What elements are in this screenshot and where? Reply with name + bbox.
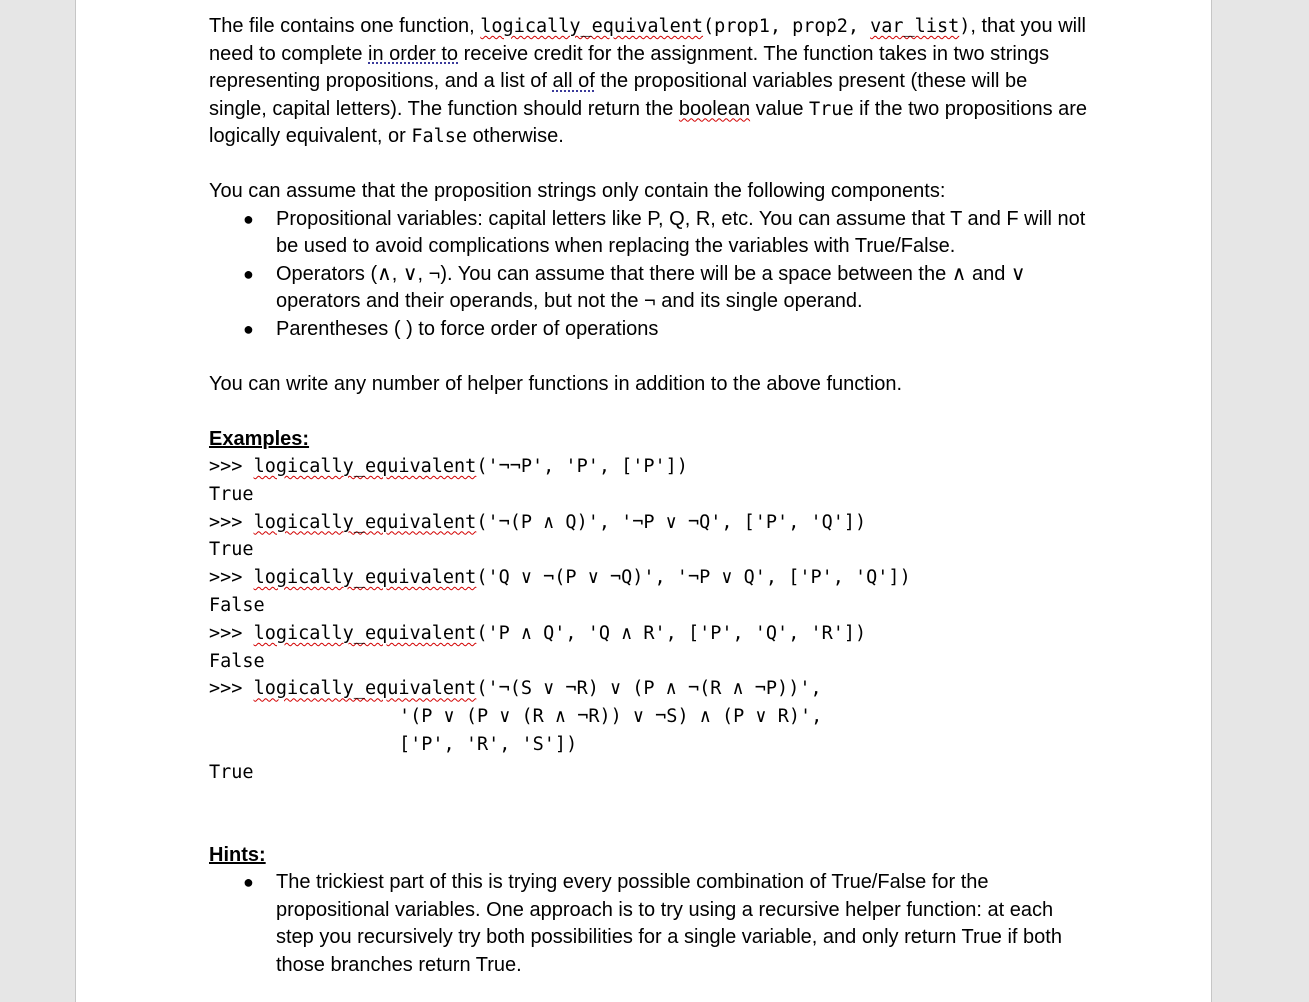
example-function-name: logically_equivalent — [253, 511, 477, 533]
example-args: ('¬(P ∧ Q)', '¬P ∨ ¬Q', ['P', 'Q']) — [476, 511, 867, 533]
example-function-name: logically_equivalent — [253, 567, 477, 589]
components-lead: You can assume that the proposition strings only contain the following components: — [209, 180, 946, 202]
list-item — [209, 206, 1089, 261]
intro-text: receive credit for the assignment. The function takes in two strings representing propositions, and a list of — [209, 42, 1050, 92]
intro-text: The file contains one function, — [209, 15, 481, 37]
hints-heading: Hints: — [209, 843, 266, 866]
spelling-flag-boolean: boolean — [678, 97, 751, 120]
document-body — [209, 13, 1089, 979]
list-item-text: Parentheses ( ) to force order of operations — [276, 317, 659, 340]
repl-prompt: >>> — [209, 456, 254, 477]
intro-text: otherwise. — [467, 125, 564, 147]
example-args: ('P ∧ Q', 'Q ∧ R', ['P', 'Q', 'R']) — [476, 622, 867, 644]
function-args: (prop1, prop2, — [703, 16, 871, 37]
intro-text: if the two propositions are logically equivalent, or — [209, 97, 1088, 147]
hints-list — [209, 869, 1089, 979]
example-args: ('Q ∨ ¬(P ∨ ¬Q)', '¬P ∨ Q', ['P', 'Q']) — [476, 567, 911, 589]
example-function-name: logically_equivalent — [253, 622, 477, 644]
bullet-icon: ● — [243, 208, 254, 229]
blank-line — [209, 787, 1089, 815]
intro-paragraph — [209, 13, 1089, 151]
list-item-text: The trickiest part of this is trying every possible combination of True/False for the propositional variables. One approach is to try using a recursive helper function: at each step you recursively try both possibilities for a single variable, and only return True if both those branches return True. — [276, 871, 1062, 976]
bullet-icon: ● — [243, 872, 254, 893]
blank-line — [209, 151, 1089, 179]
false-keyword: False — [411, 126, 468, 147]
intro-text: value — [750, 97, 810, 120]
true-keyword: True — [809, 98, 854, 120]
example-args: ('¬(S ∨ ¬R) ∨ (P ∧ ¬(R ∧ ¬P))', — [476, 678, 822, 700]
document-page — [75, 0, 1212, 1002]
grammar-flag-in-order-to: in order to — [368, 42, 459, 65]
intro-text: , that you will need to complete — [209, 15, 1086, 65]
example-call — [209, 620, 1089, 648]
repl-prompt: >>> — [209, 511, 254, 533]
example-args: ('¬¬P', 'P', ['P']) — [476, 456, 688, 477]
example-result: True — [209, 761, 254, 783]
helper-note: You can write any number of helper functions in addition to the above function. — [209, 372, 903, 395]
var-list-param: var_list — [870, 16, 960, 37]
function-args-close: ) — [959, 16, 971, 37]
example-call — [209, 675, 1089, 703]
example-result: False — [209, 650, 265, 672]
example-call — [209, 564, 1089, 592]
list-item-text: Operators (∧, ∨, ¬). You can assume that there will be a space between the ∧ and ∨ operators and their operands, but not the ¬ and its single operand. — [276, 262, 1026, 312]
blank-line — [209, 814, 1089, 842]
bullet-icon: ● — [243, 318, 254, 339]
bullet-icon: ● — [243, 263, 254, 284]
grammar-flag-all-of: all of — [552, 70, 595, 92]
repl-prompt: >>> — [209, 567, 254, 589]
intro-text: the propositional variables present (these will be single, capital letters). The function should return the — [209, 70, 1028, 120]
blank-line — [209, 343, 1089, 371]
example-result: True — [209, 539, 254, 561]
example-call — [209, 453, 1089, 481]
list-item — [209, 261, 1089, 316]
function-name: logically_equivalent — [480, 16, 704, 37]
example-args-continued: '(P ∨ (P ∨ (R ∧ ¬R)) ∨ ¬S) ∧ (P ∨ R)', — [399, 706, 823, 728]
example-function-name: logically_equivalent — [253, 456, 477, 477]
example-call — [209, 509, 1089, 537]
example-args-continued: ['P', 'R', 'S']) — [399, 733, 578, 755]
examples-block — [209, 453, 1089, 787]
example-result: True — [209, 483, 254, 505]
example-function-name: logically_equivalent — [253, 678, 477, 700]
list-item — [209, 316, 1089, 344]
components-list — [209, 206, 1089, 344]
example-result: False — [209, 594, 265, 616]
list-item — [209, 869, 1089, 979]
blank-line — [209, 398, 1089, 426]
repl-prompt: >>> — [209, 622, 254, 644]
examples-heading: Examples: — [209, 427, 310, 450]
repl-prompt: >>> — [209, 678, 254, 700]
list-item-text: Propositional variables: capital letters like P, Q, R, etc. You can assume that T and F will not be used to avoid complications when replacing the variables with True/False. — [276, 207, 1086, 257]
